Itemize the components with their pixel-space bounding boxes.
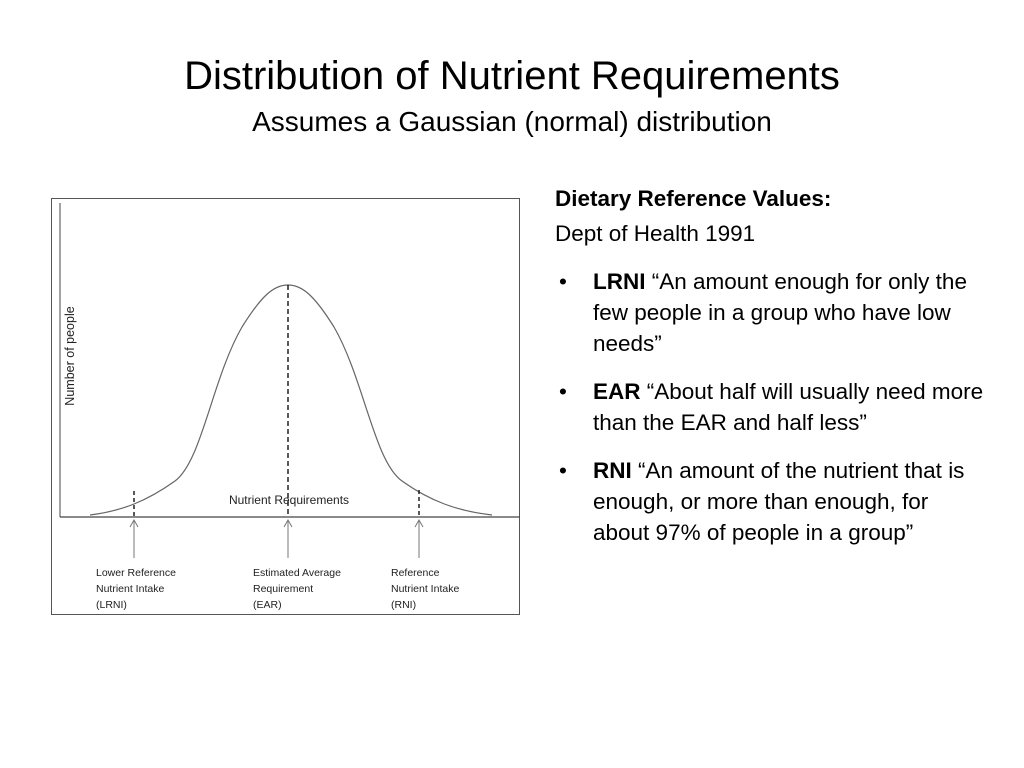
lrni-caption-line: (LRNI) [96, 599, 127, 611]
slide-subtitle: Assumes a Gaussian (normal) distribution [252, 106, 772, 137]
definition-term: LRNI [593, 269, 652, 294]
ear-caption-line: Requirement [253, 583, 314, 595]
ear-caption-line: Estimated Average [253, 567, 341, 579]
definition-text: “An amount enough for only the few people in a group who have low needs” [593, 269, 967, 356]
ear-caption-line: (EAR) [253, 599, 282, 611]
lrni-caption-line: Nutrient Intake [96, 583, 165, 595]
bullet-marker: • [559, 269, 567, 294]
bullet-marker: • [559, 458, 567, 483]
rni-caption-line: Nutrient Intake [391, 583, 460, 595]
y-axis-label: Number of people [63, 306, 77, 406]
dietary-reference-panel [555, 183, 985, 548]
panel-source: Dept of Health 1991 [555, 221, 756, 246]
ear-arrow [284, 520, 292, 558]
rni-caption-line: Reference [391, 567, 440, 579]
definition-list [555, 266, 985, 548]
distribution-diagram [52, 199, 521, 616]
lrni-arrow [130, 520, 138, 558]
lrni-caption [96, 567, 179, 611]
rni-caption-line: (RNI) [391, 599, 417, 611]
curve-label: Nutrient Requirements [228, 493, 350, 507]
panel-heading: Dietary Reference Values: [555, 186, 832, 211]
lrni-caption-line: Lower Reference [96, 567, 176, 579]
definition-term: RNI [593, 458, 638, 483]
definition-text: “About half will usually need more than the EAR and half less” [593, 379, 984, 435]
definition-text: “An amount of the nutrient that is enough, or more than enough, for about 97% of people in a group” [593, 458, 965, 545]
slide-title: Distribution of Nutrient Requirements [184, 54, 840, 98]
ear-caption [253, 567, 344, 611]
rni-caption [391, 567, 462, 611]
distribution-figure [51, 198, 520, 615]
definition-term: EAR [593, 379, 647, 404]
definition-item-lrni [555, 266, 985, 359]
rni-arrow [415, 520, 423, 558]
definition-item-ear [555, 376, 985, 438]
bell-curve [90, 285, 492, 515]
definition-item-rni [555, 455, 985, 548]
bullet-marker: • [559, 379, 567, 404]
